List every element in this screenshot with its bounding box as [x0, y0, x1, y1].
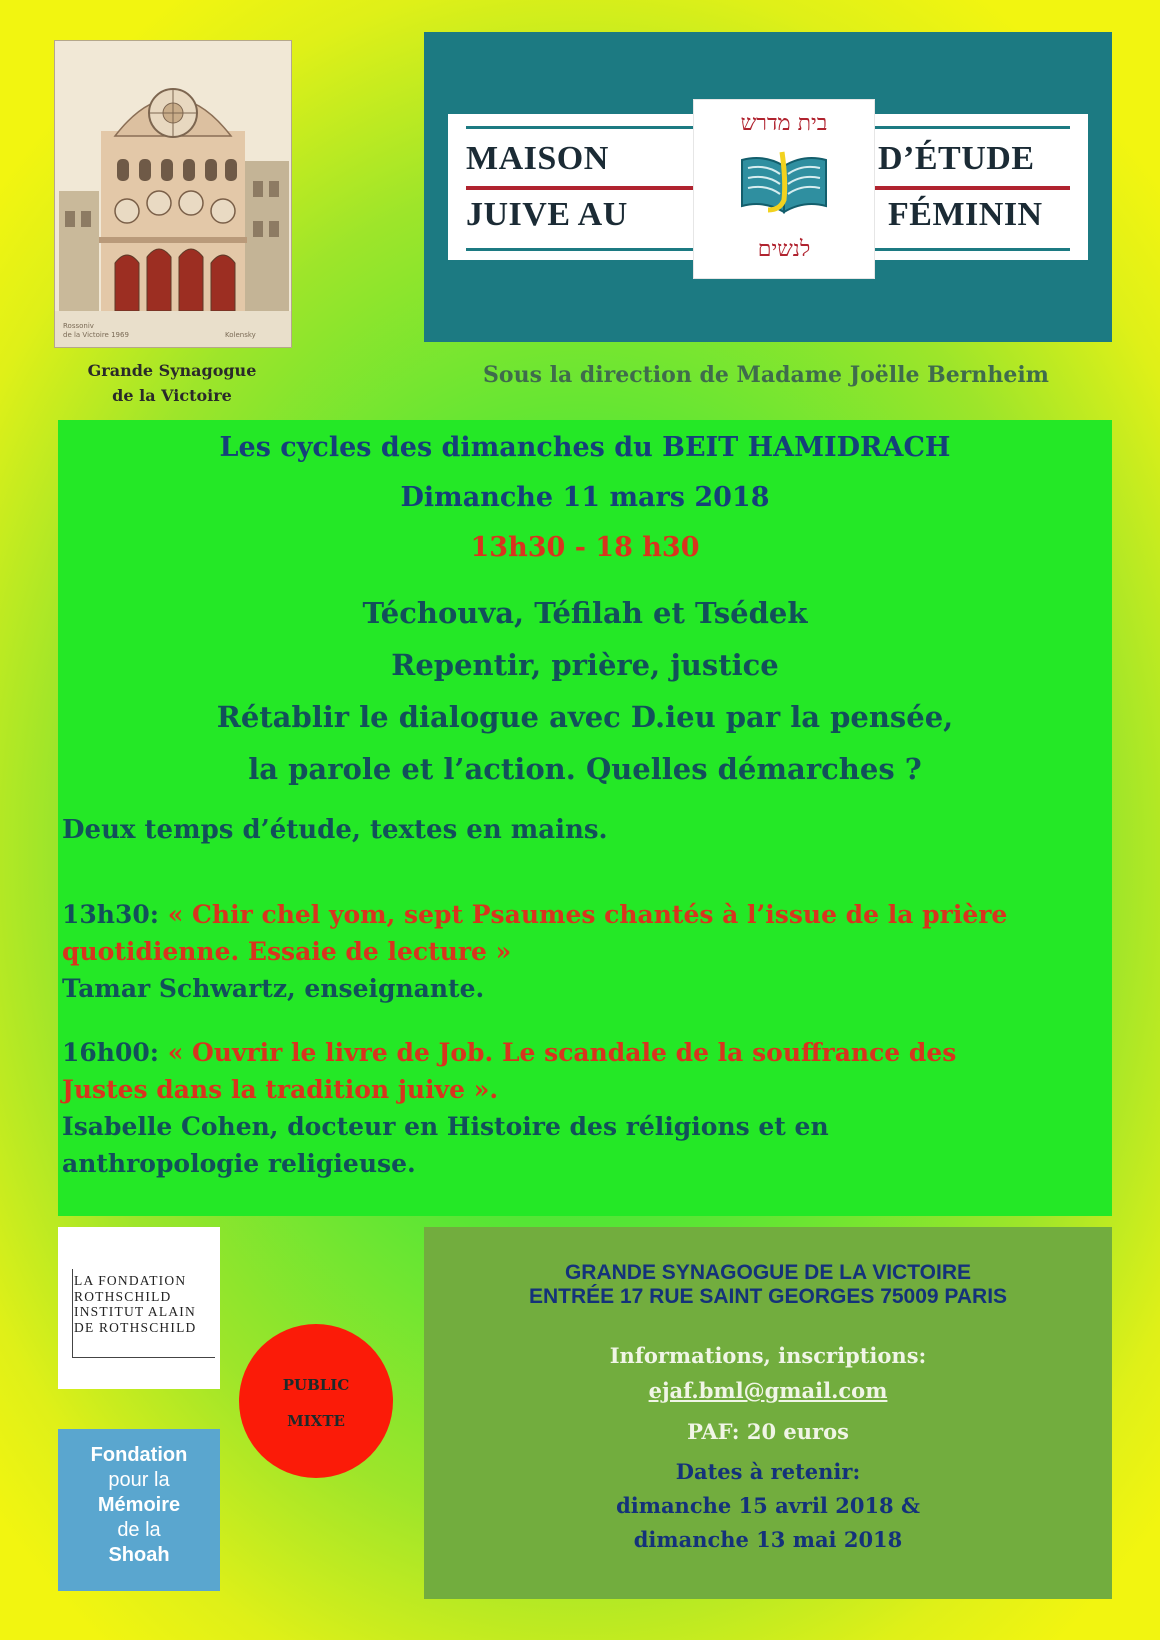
- svg-text:Kolensky: Kolensky: [225, 331, 256, 339]
- theme-line: la parole et l’action. Quelles démarches ?: [248, 752, 922, 786]
- logo-word-maison: MAISON: [466, 140, 609, 177]
- badge-line: MIXTE: [287, 1412, 345, 1430]
- session-title: « Chir chel yom, sept Psaumes chantés à l’issue de la prière: [159, 900, 1008, 929]
- session-speaker: Isabelle Cohen, docteur en Histoire des réligions et en: [62, 1112, 829, 1141]
- svg-text:de la Victoire 1969: de la Victoire 1969: [63, 331, 129, 339]
- programme-date: Dimanche 11 mars 2018: [400, 482, 770, 513]
- venue-address: ENTRÉE 17 RUE SAINT GEORGES 75009 PARIS: [528, 1285, 1008, 1308]
- hebrew-top-text: בית מדרש: [740, 111, 828, 136]
- info-label: Informations, inscriptions:: [609, 1343, 927, 1368]
- logo-line: Shoah: [108, 1544, 170, 1566]
- date-line: dimanche 15 avril 2018 &: [616, 1493, 920, 1518]
- intro-text: Deux temps d’étude, textes en mains.: [62, 815, 608, 845]
- logo-line: de la: [117, 1519, 161, 1541]
- logo-word-feminin: FÉMININ: [888, 196, 1043, 233]
- shoah-text: [58, 1443, 220, 1568]
- session-title: quotidienne. Essaie de lecture »: [62, 937, 512, 966]
- caption-line: Grande Synagogue: [87, 361, 257, 380]
- maison-etude-logo: [424, 32, 1112, 342]
- logo-word-etude: D’ÉTUDE: [878, 140, 1035, 177]
- session-title: Justes dans la tradition juive ».: [62, 1075, 499, 1104]
- programme-title: Les cycles des dimanches du BEIT HAMIDRACH: [219, 432, 951, 463]
- rothschild-foundation-logo: [58, 1227, 220, 1389]
- direction-line: Sous la direction de Madame Joëlle Bernheim: [483, 362, 1049, 388]
- email-link[interactable]: ejaf.bml@gmail.com: [648, 1378, 888, 1403]
- theme-line: Rétablir le dialogue avec D.ieu par la pensée,: [216, 700, 954, 734]
- hebrew-emblem: [694, 100, 874, 278]
- email-wrap: [424, 1378, 1112, 1403]
- programme-box: [58, 420, 1112, 1216]
- session-2: [62, 1034, 1106, 1182]
- logo-line: ROTHSCHILD: [74, 1288, 172, 1304]
- session-title-line: [62, 896, 1106, 933]
- logo-line: Fondation: [90, 1444, 188, 1466]
- session-speaker: Tamar Schwartz, enseignante.: [62, 974, 485, 1003]
- logo-line: LA FONDATION: [74, 1273, 187, 1288]
- rothschild-text: [74, 1273, 196, 1335]
- logo-line: Mémoire: [97, 1494, 181, 1516]
- session-title-line: [62, 1034, 1106, 1071]
- logo-panel: [448, 111, 1088, 262]
- open-book-icon: [734, 144, 834, 224]
- paf-text: PAF: 20 euros: [687, 1419, 849, 1444]
- synagogue-painting: [54, 40, 292, 348]
- svg-text:Rossoniv: Rossoniv: [63, 322, 94, 330]
- painting-caption: [54, 358, 290, 408]
- theme-line: Repentir, prière, justice: [391, 648, 779, 682]
- hebrew-bottom-text: לנשים: [757, 237, 811, 262]
- session-time: 16h00:: [62, 1038, 159, 1067]
- badge-line: PUBLIC: [282, 1376, 350, 1394]
- caption-line: de la Victoire: [112, 386, 232, 405]
- programme-time: 13h30 - 18 h30: [470, 532, 700, 563]
- logo-line: DE ROTHSCHILD: [74, 1319, 197, 1335]
- date-line: dimanche 13 mai 2018: [633, 1527, 903, 1552]
- logo-line: pour la: [108, 1469, 170, 1491]
- session-1: [62, 896, 1106, 1007]
- venue-name: GRANDE SYNAGOGUE DE LA VICTOIRE: [564, 1261, 972, 1284]
- public-mixte-badge: [239, 1324, 393, 1478]
- session-time: 13h30:: [62, 900, 159, 929]
- dates-label: Dates à retenir:: [675, 1459, 861, 1484]
- session-speaker: anthropologie religieuse.: [62, 1149, 416, 1178]
- theme-line: Téchouva, Téfilah et Tsédek: [362, 596, 808, 630]
- logo-line: INSTITUT ALAIN: [74, 1304, 196, 1319]
- logo-word-juive-au: JUIVE AU: [466, 196, 628, 233]
- synagogue-illustration: [55, 41, 291, 347]
- info-box: [424, 1227, 1112, 1599]
- session-title: « Ouvrir le livre de Job. Le scandale de la souffrance des: [159, 1038, 957, 1067]
- shoah-foundation-logo: [58, 1429, 220, 1591]
